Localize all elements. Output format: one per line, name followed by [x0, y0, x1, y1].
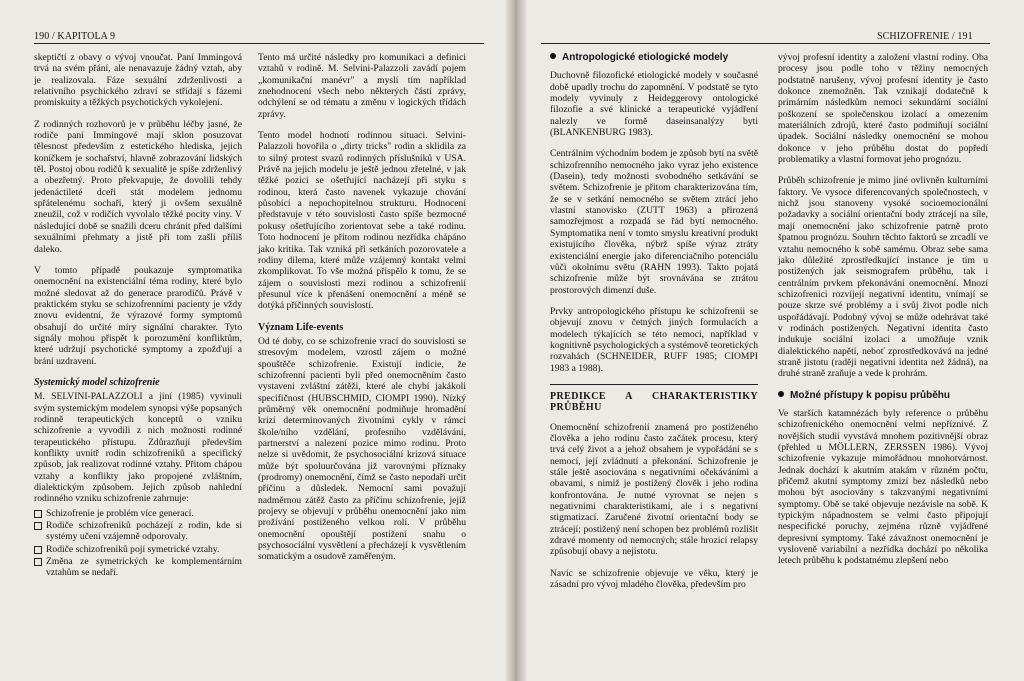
paragraph: Od té doby, co se schizofrenie vrací do souvislosti se stresovým modelem, vzrostl zájem o možné spouštěče schizofrenie. Existují indicie, že schizofrenní pacienti byli před onemocněním často vystaveni zvláštní zátěži, které ale chybí jakákoli specifičnost (HUBSCHMID, CIOMPI 1990). Nízký průměrný věk onemocnění podmiňuje hromadění krizí determinovaných životními cykly v rámci škole/ního vzdělání, profesního vzdělávání, partnerství a nalezení pozice mimo rodinu. Proto nelze si uvědomit, že psychosociální krizová situace může být spoluurčována již varovnými příznaky (prodromy) onemocnění, čímž se často nepodaří určit příčinu a důsledek. Nemocní sami považují nadměrnou zátěž často za příčinu schizofrenie, jejíž projevy se objevují v průběhu onemocnění jako nim prožívání postiženého velkou rolí. V průběhu onemocnění opouštějí postižení snahu o psychosociální vysvětlení a přecházejí k vysvětlením somatickým a osudově zaměřeným.: [258, 335, 466, 563]
paragraph: Tento model hodnotí rodinnou situaci. Selvini-Palazzoli hovořila o „dirty tricks" rodin a sklidila za to silný protest svazů rodinných příslušníků v USA. Právě na jejich modelu je ještě jednou zřetelné, v jak těžké pozici se ošetřující nacházejí při styku s rodinou, která často navenek vykazuje chování působící a nepochopitelnou strukturu. Hodnocení představuje v této souvislosti často spíše bezmocné pokusy ošetřujícího zorientovat sebe a také rodinu. Toto hodnocení je přitom rodinou nezřídka chápáno jako kritika. Tak vzniká při setkáních pozorovatele a rodiny dilema, které může vzájemný kontakt velmi zkomplikovat. To vše možná přispělo k tomu, že se zájem o souvislosti mezi rodinou a schizofrenií přesunul více k přenášení onemocnění a méně se dotýká příčinných souvislostí.: [258, 130, 466, 312]
section-heading: Možné přístupy k popisu průběhu: [778, 390, 988, 401]
paragraph: Tento má určité následky pro komunikaci a definici vztahů v rodině. M. Selvini-Palazzoli zavádí pojem „komunikační manévr" a myslí tím například znehodnocení všech nebo některých částí zprávy, odchýlení se od tématu a změnu v logických třídách zprávy.: [258, 52, 466, 120]
paragraph: Ve starších katamnézách byly reference o průběhu schizofrenického onemocnění velmi nepříznivé. Z novějších studií vyvstává mnohem pozitivnější obraz (přehled u MÖLLERN, ZERSSEN 1986). Vývoj schizofrenie vykazuje mimořádnou mnohotvárnost. Jednak dochází k akutním atakám v různém počtu, přičemž akutní symptomy zmizí bez následků nebo mohou být asociovány s takzvanými negativními symptomy. Obě se také objevuje nezávisle na sobě. K typickým nápadnostem se velmi často připojují nespecifické poruchy, zejména různě vyjádřené depresivní symptomy. Také závažnost onemocnění je vysloveně variabilní a nezřídka dochází po několika letech průběhu k podstatnému zlepšení nebo: [778, 407, 988, 567]
paragraph: vývoj profesní identity a založení vlastní rodiny. Oba procesy jsou podle toho v těžiny nemocných podstatně narušeny, vývoj profesní identity je často dokonce znemožněn. Tak vznikají dodatečně k primárním následkům nemoci sekundární sociální poškození se společenskou izolací a omezením materiálních zdrojů, které často podmiňují sociální úpadek. Sociální následky onemocnění se mohou dokonce v jeho průběhu dostat do popředí problematiky a vlastní formovat jeho prognózu.: [778, 52, 988, 166]
left-header-rule: [34, 43, 484, 44]
list-item: Schizofrenie je problém více generací.: [34, 508, 242, 519]
checkbox-bullet-icon: [34, 546, 42, 554]
right-page-column-1: [550, 52, 758, 600]
paragraph: Navíc se schizofrenie objevuje ve věku, který je zásadní pro vývoj mladého člověka, především pro: [550, 567, 758, 591]
checkbox-bullet-icon: [34, 558, 42, 566]
bullet-list: [34, 508, 242, 579]
right-page-column-2: [778, 52, 988, 577]
chapter-section-heading: PREDIKCE A CHARAKTERISTIKY PRŮBĚHU: [550, 384, 758, 414]
section-heading: Antropologické etiologické modely: [550, 52, 758, 63]
paragraph: V tomto případě poukazuje symptomatika onemocnění na existenciální téma rodiny, které bylo možné sledovat až do generace prarodičů. Právě v praktickém styku se schizofrenními pacienty je vždy znovu evidentní, že výrazové formy symptomů obsahují do určité míry signální charakter. Tyto signály mohou přispět k porozumění konfliktům, které udržují psychotické symptomy a zpožďují a brání uzdravení.: [34, 264, 242, 367]
section-heading: Význam Life-events: [258, 321, 344, 333]
right-header-rule: [541, 43, 990, 44]
paragraph: Onemocnění schizofrenií znamená pro postiženého člověka a jeho rodinu často začátek procesu, který trvá celý život a a jehož obsahem je vypořádání se s nemocí, její zvládnutí a překonání. Schizofrenie je stále ještě asociována s negativními očekáváními a obavami, s nimiž je postižený člověk i jeho rodina konfrontována. Je nutné vyrovnat se nejen s negativními charakteristikami, ale i s negativní stigmatizací. Zaručené životní orientační body se ztrácejí; postižený není schopen bez problémů rozlišit zdravé momenty od nemocných; stále hrozicí relapsy způsobují obavy a nejistotu.: [550, 421, 758, 558]
paragraph: Duchovně filozofické etiologické modely v současné době upadly trochu do zapomnění. V podstatě se tyto modely vyvinuly z Heideggerovy ontologické filozofie a své klinické a terapeutické vyjádření nalezly ve formě daseinsanalýzy byti (BLANKENBURG 1983).: [550, 70, 758, 139]
paragraph: skeptičtí z obavy o vývoj vnoučat. Paní Immingová trvá na svém přání, ale nenavazuje žádný vztah, aby je realizovala. Fáze sexuální zdrženlivosti a relativního psychického zdraví se střídají s fázemi promiskuity a těžkých psychotických vykolejení.: [34, 52, 242, 109]
book-gutter: [505, 0, 527, 681]
checkbox-bullet-icon: [34, 510, 42, 518]
left-page-header: 190 / KAPITOLA 9: [34, 31, 116, 42]
paragraph: Průběh schizofrenie je mimo jiné ovlivněn kulturními faktory. Ve vysoce diferencovaných společnostech, v nichž jsou stanoveny vysoké socioemocionální požadavky a sociální orientační body ztrácejí na síle, mají onemocnění jako schizofrenie patrně proto špatnou prognózu. Souhrn těchto faktorů se zrcadlí ve vztahu nemocného k sobě samému. Obraz sebe sama jako důležité zprostředkující instance je tím u postižených jak seismografem průběhu, tak i centrálním prvkem překonávání onemocnění. Mnozí schizofrenici rozvíjejí negativní identitu, vnímají se pouze skrze své problémy a i svůj život podle nich uspořádávají. Podobný vývoj se může odehrávat také v rodinách postižených. Negativní identita často indukuje sociální izolaci a umožňuje vznik dialektického napětí, neboť zprostředkovává na jedné straně jistotu (raději negativní identita než žádná), na druhé straně zraňuje a vede k prohrám.: [778, 175, 988, 380]
bullet-dot-icon: [550, 53, 556, 59]
section-heading: Systemický model schizofrenie: [34, 376, 160, 388]
checkbox-bullet-icon: [34, 522, 42, 530]
left-page-column-1: [34, 52, 242, 580]
paragraph: Z rodinných rozhovorů je v průběhu léčby jasné, že rodiče paní Immingové mají sklon posuzovat tělesnost především z estetického hlediska, jejich koníčkem je sochařství, hlavně zobrazování lidských těl. Postoj obou rodičů k sexualitě je spíše zdrženlivý a obezřetný. Proto překvapuje, že dovolili tehdy jedenáctileté dceři stát modelem jednomu spřátelenému sochaři, který ji ovšem sexuálně zneužil, což v rodičích vyvolalo těžké pocity viny. V následující době se snažili dceru chránit před dalšími sexuálními přehmaty a jistě při tom zašli příliš daleko.: [34, 118, 242, 255]
paragraph: Prvky antropologického přístupu ke schizofrenii se objevují znovu v četných jiných formulacích a modelech týkajících se této nemoci, například v kognitivně psychologických a systémově teoretických rozvahách (SCHNEIDER, RUFF 1985; CIOMPI 1983 a 1988).: [550, 305, 758, 374]
right-page-header: SCHIZOFRENIE / 191: [877, 31, 973, 42]
bullet-dot-icon: [778, 391, 784, 397]
list-item: Změna ze symetrických ke komplementárním vztahům se nedaří.: [34, 556, 242, 579]
left-page-column-2: [258, 52, 466, 573]
paragraph: Centrálním východním bodem je způsob bytí na světě schizofrenního nemocného jako vyraz jeho existence (Dasein), tedy možnosti svobodného setkávání se světem. Schizofrenie je přitom charakterizována tím, že se v setkání nemocného se světem ztrácí jeho vlastní stanovisko (ZUTT 1963) a přirozená samozřejmost a rozpadá se řád bytí nemocného. Symptomatika není v tomto smyslu kreativní produkt existujícího člověka, nýbrž spíše výraz ztráty existenciální energie jako diferenciačního potenciálu vůči okolnímu světu (RAHN 1993). Takto pojatá schizofrenie může být srovnávána se ztrátou prostorových dimenzí duše.: [550, 148, 758, 296]
paragraph: M. SELVINI-PALAZZOLI a jiní (1985) vyvinuli svým systemickým modelem synopsi výše popsaných rodinně terapeutických konceptů o vzniku schizofrenie a vyvodili z nich možnosti rodinné terapeutického přístupu. Zdůrazňují především konflikty uvnitř rodin schizofreniků a specifický způsob, jak realizovat rodinné vztahy. Přitom chápou vztahy a konflikty jako propojené zvláštním, dialektickým způsobem. Jejich způsob nahlední rodinného vzniku schizofrenie zahrnuje:: [34, 391, 242, 505]
list-item: Rodiče schizofreniků pocházejí z rodin, kde si systémy učení vzájemně odporovaly.: [34, 520, 242, 543]
list-item: Rodiče schizofreniků pojí symetrické vztahy.: [34, 544, 242, 555]
